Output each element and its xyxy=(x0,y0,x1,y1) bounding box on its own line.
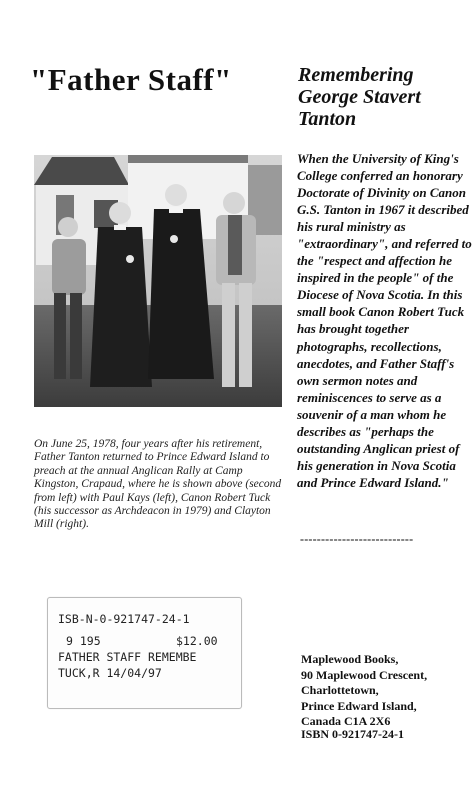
photo-caption: On June 25, 1978, four years after his retirement, Father Tanton returned to Prince Edward Island to preach at the annual Anglican Rally at Camp Kingston, Crapaud, where he is shown above (second from left) with Paul Kays (left), Canon Robert Tuck (his successor as Archdeacon in 1979) and Clayton Mill (right). xyxy=(34,438,282,531)
subtitle-line: George Stavert xyxy=(298,86,421,108)
divider-line: --------------------------- xyxy=(300,532,414,546)
book-title: "Father Staff" xyxy=(30,62,232,97)
publisher-line: 90 Maplewood Crescent, xyxy=(301,667,428,682)
publisher-line: Charlottetown, xyxy=(301,683,379,697)
subtitle-line: Remembering xyxy=(298,64,414,86)
publisher-line: Prince Edward Island, xyxy=(301,698,417,713)
sticker-code: 9 195 xyxy=(66,634,101,648)
price-sticker xyxy=(47,597,242,709)
back-cover-blurb: When the University of King's College conferred an honorary Doctorate of Divinity on Canon G.S. Tanton in 1967 it described his rural ministry as "extraordinary", and referred to the "respect and affection he inspired in the people" of the Diocese of Nova Scotia. In this small book Canon Robert Tuck has brought together photographs, recollections, anecdotes, and Father Staff's own sermon notes and reminiscences to serve as a souvenir of a man whom he describes as "perhaps the outstanding Anglican priest of his generation in Nova Scotia and Prince Edward Island." xyxy=(297,151,472,490)
subtitle-line: Tanton xyxy=(298,108,357,130)
publisher-line: Canada C1A 2X6 xyxy=(301,714,391,728)
book-subtitle xyxy=(298,64,468,130)
publisher-line: Maplewood Books, xyxy=(301,652,399,666)
isbn-number: ISBN 0-921747-24-1 xyxy=(301,727,405,741)
sticker-title: FATHER STAFF REMEMBE xyxy=(58,650,197,664)
sticker-isbn: ISB-N-0-921747-24-1 xyxy=(58,612,190,626)
group-photo xyxy=(34,155,282,407)
sticker-price: $12.00 xyxy=(176,634,218,648)
sticker-author-date: TUCK,R 14/04/97 xyxy=(58,666,162,680)
publisher-address xyxy=(301,652,471,730)
